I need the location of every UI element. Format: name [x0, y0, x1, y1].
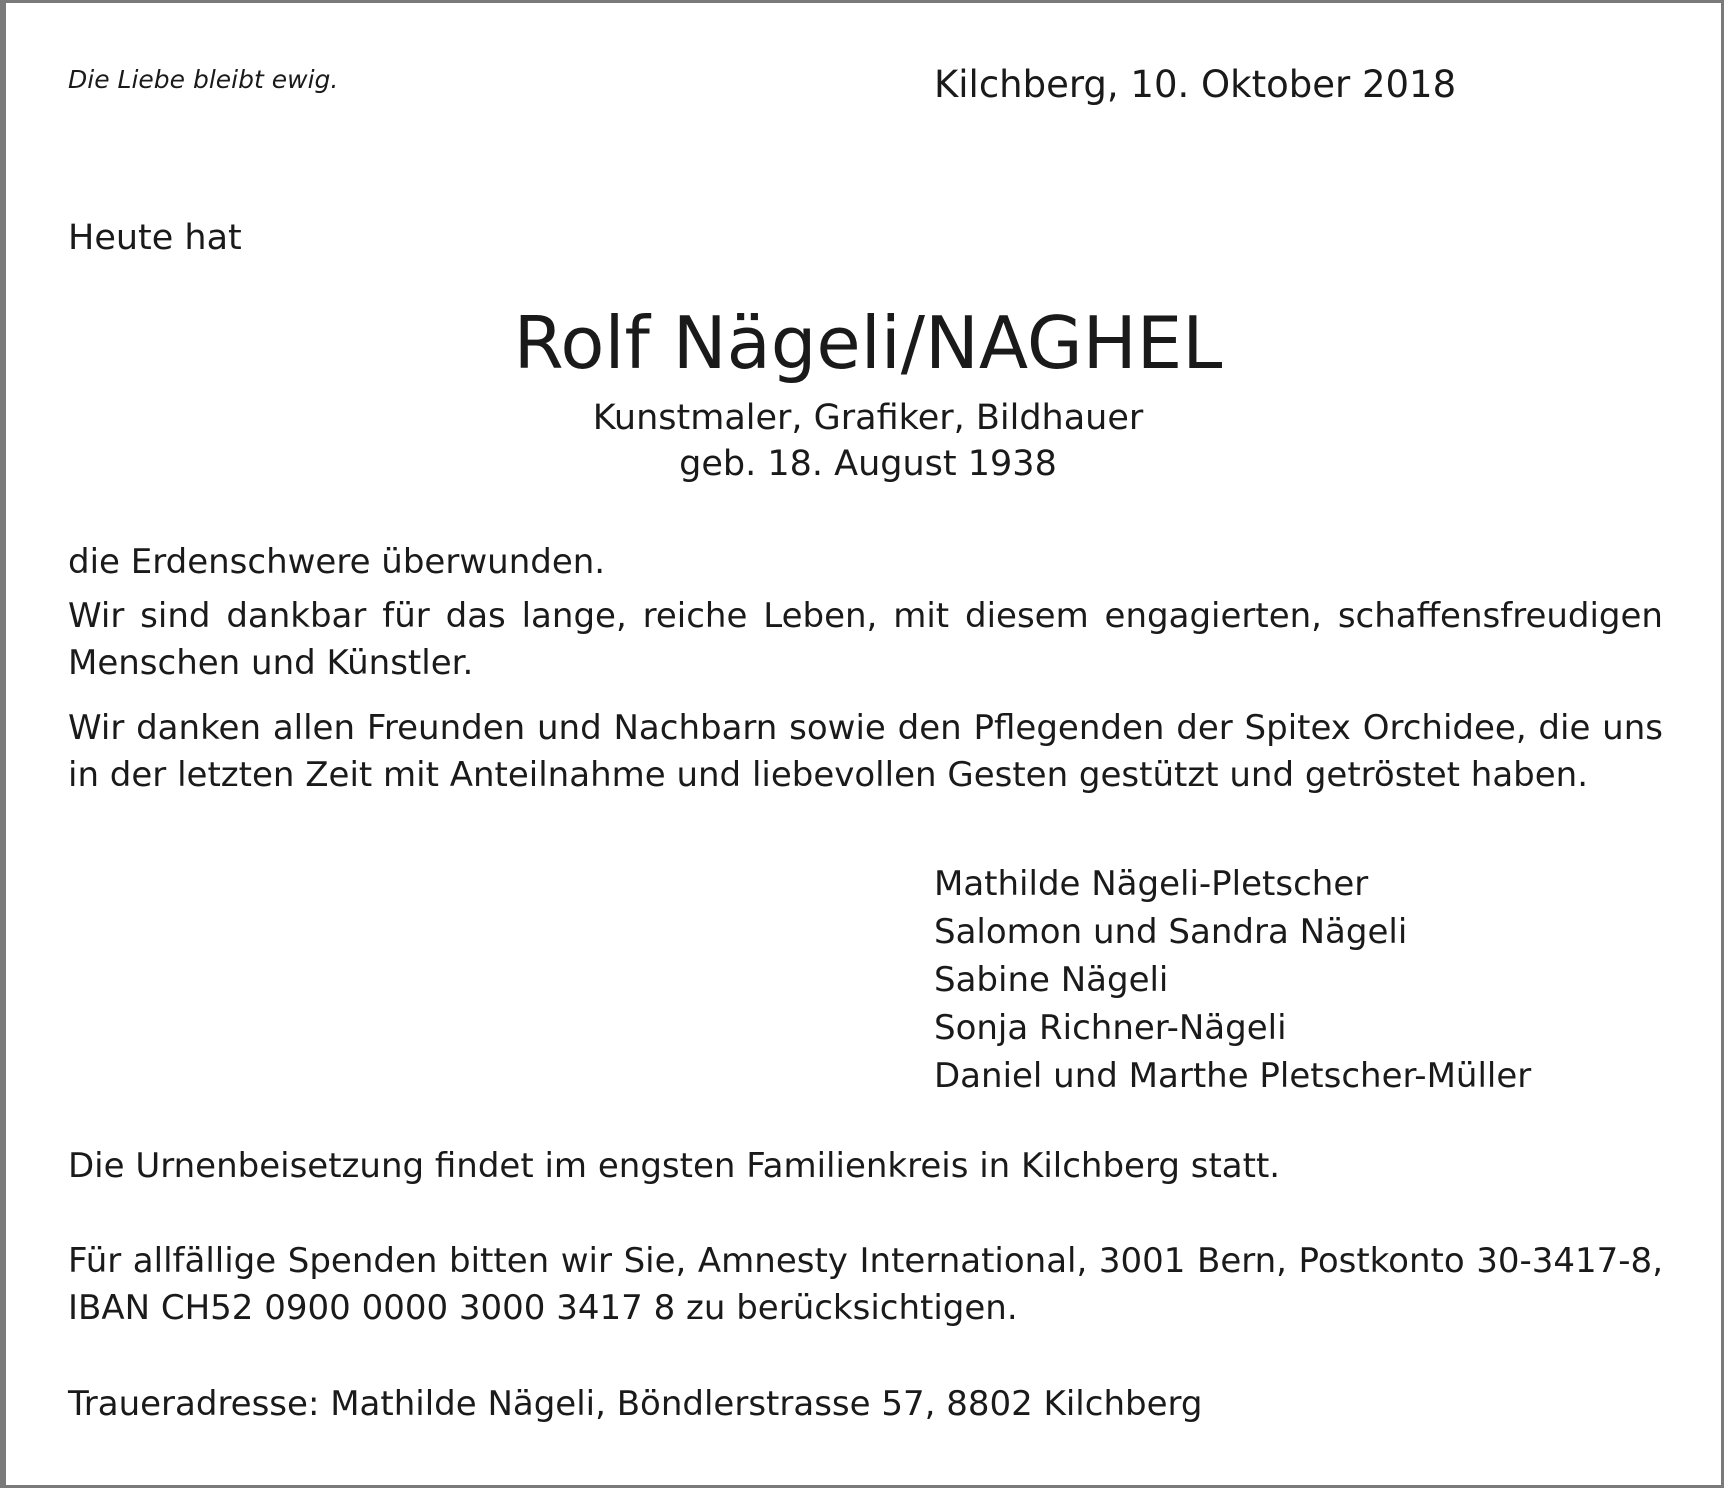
- mourning-address: Traueradresse: Mathilde Nägeli, Böndlerstrasse 57, 8802 Kilchberg: [68, 1384, 1203, 1424]
- family-member: Sonja Richner-Nägeli: [934, 1008, 1287, 1048]
- thanks-paragraph: Wir danken allen Freunden und Nachbarn sowie den Pflegenden der Spitex Orchidee, die uns in der letzten Zeit mit Anteilnahme und liebevollen Gesten gestützt und getröstet haben.: [68, 708, 1663, 795]
- family-member: Sabine Nägeli: [934, 960, 1169, 1000]
- profession: Kunstmaler, Grafiker, Bildhauer: [592, 398, 1144, 438]
- motto: Die Liebe bleibt ewig.: [68, 65, 339, 94]
- family-member: Salomon und Sandra Nägeli: [934, 912, 1408, 952]
- place-date: Kilchberg, 10. Oktober 2018: [934, 63, 1457, 106]
- intro-text: Heute hat: [68, 218, 242, 258]
- gratitude-paragraph: Wir sind dankbar für das lange, reiche Leben, mit diesem engagierten, schaffensfreudigen Menschen und Künstler.: [68, 596, 1663, 683]
- donation-info: Für allfällige Spenden bitten wir Sie, Amnesty International, 3001 Bern, Postkonto 30-3417-8, IBAN CH52 0900 0000 3000 3417 8 zu berücksichtigen.: [68, 1241, 1663, 1328]
- family-member: Daniel und Marthe Pletscher-Müller: [934, 1056, 1532, 1096]
- family-signatures: [934, 860, 1531, 1100]
- birth-date: geb. 18. August 1938: [679, 444, 1057, 484]
- family-member: Mathilde Nägeli-Pletscher: [934, 864, 1369, 904]
- burial-info: Die Urnenbeisetzung findet im engsten Familienkreis in Kilchberg statt.: [68, 1146, 1281, 1186]
- overcome-text: die Erdenschwere überwunden.: [68, 542, 606, 582]
- deceased-name: Rolf Nägeli/NAGHEL: [513, 301, 1223, 385]
